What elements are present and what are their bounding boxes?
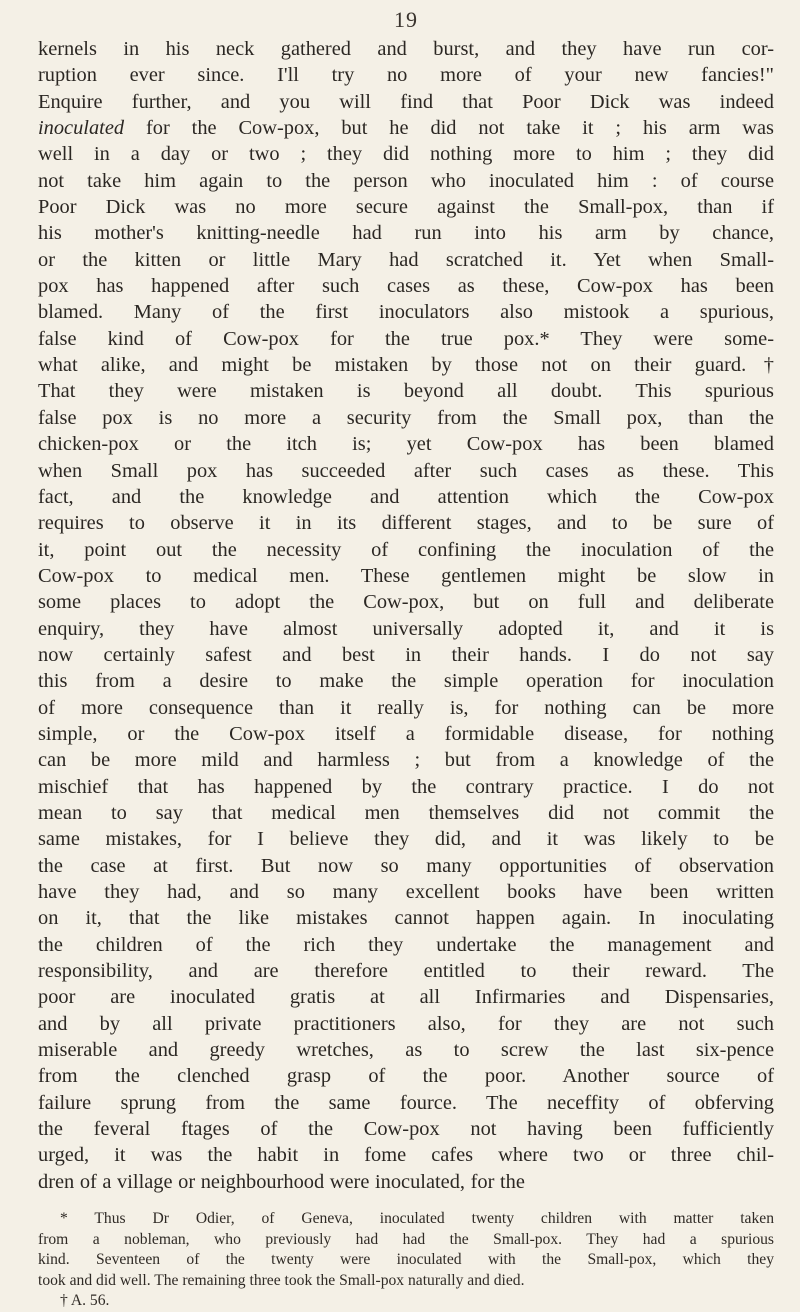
body-line: his mother's knitting-needle had run into his arm by chance, [38,222,774,245]
italic-word: inoculated [38,117,125,140]
body-line: blamed. Many of the first inoculators also mistook a spurious, [38,301,774,324]
body-line: when Small pox has succeeded after such cases as these. This [38,459,774,482]
body-line: failure sprung from the same fource. The neceffity of obferving [38,1091,774,1114]
footnotes [38,1209,774,1312]
body-line: Cow-pox to medical men. These gentlemen might be slow in [38,564,774,587]
body-line: from the clenched grasp of the poor. Another source of [38,1065,774,1088]
footnote-line: from a nobleman, who previously had had the Small-pox. They had a spurious [38,1230,774,1248]
body-line: responsibility, and are therefore entitled to their reward. The [38,960,774,983]
footnote-line: * Thus Dr Odier, of Geneva, inoculated twenty children with matter taken [60,1210,774,1228]
body-line: what alike, and might be mistaken by those not on their guard.† [38,354,774,377]
body-paragraph [38,36,774,1195]
body-line: of more consequence than it really is, for nothing can be more [38,696,774,719]
page-number: 19 [394,7,418,32]
body-line: dren of a village or neighbourhood were inoculated, for the [38,1170,525,1193]
body-line: miserable and greedy wretches, as to screw the last six-pence [38,1039,774,1062]
body-line: some places to adopt the Cow-pox, but on full and deliberate [38,591,774,614]
body-line: urged, it was the habit in fome cafes where two or three chil- [38,1144,774,1167]
book-page [38,6,774,1310]
body-line: pox has happened after such cases as these, Cow-pox has been [38,275,774,298]
body-line: the case at first. But now so many opportunities of observation [38,854,774,877]
body-line: enquiry, they have almost universally adopted it, and it is [38,617,774,640]
body-line: it, point out the necessity of confining the inoculation of the [38,538,774,561]
footnote-line: took and did well. The remaining three took the Small-pox naturally and died. [38,1271,525,1289]
body-line-rest: for the Cow-pox, but he did not take it ; his arm was [124,117,774,140]
body-line: or the kitten or little Mary had scratched it. Yet when Small- [38,248,774,271]
body-line: That they were mistaken is beyond all doubt. This spurious [38,380,774,403]
body-line: the feveral ftages of the Cow-pox not having been fufficiently [38,1118,774,1141]
body-line: the children of the rich they undertake the management and [38,933,774,956]
body-line: this from a desire to make the simple operation for inoculation [38,670,774,693]
footnote-line: † A. 56. [60,1292,110,1310]
body-line: chicken-pox or the itch is; yet Cow-pox has been blamed [38,433,774,456]
body-line: now certainly safest and best in their hands. I do not say [38,643,774,666]
body-line-italic-start [38,115,774,141]
body-line: on it, that the like mistakes cannot happen again. In inoculating [38,907,774,930]
body-line: requires to observe it in its different stages, and to be sure of [38,512,774,535]
body-line: ruption ever since. I'll try no more of your new fancies!" [38,64,774,87]
body-line: have they had, and so many excellent books have been written [38,881,774,903]
body-line: can be more mild and harmless ; but from a knowledge of the [38,749,774,772]
body-line: poor are inoculated gratis at all Infirmaries and Dispensaries, [38,986,774,1009]
body-line: Poor Dick was no more secure against the Small-pox, than if [38,196,774,219]
footnote-line: kind. Seventeen of the twenty were inoculated with the Small-pox, which they [38,1251,774,1269]
body-line: mean to say that medical men themselves did not commit the [38,801,774,824]
body-line: fact, and the knowledge and attention which the Cow-pox [38,485,774,508]
body-line: kernels in his neck gathered and burst, and they have run cor- [38,38,774,60]
body-line: simple, or the Cow-pox itself a formidable disease, for nothing [38,722,774,745]
body-line: false pox is no more a security from the Small pox, than the [38,406,774,429]
body-line: not take him again to the person who inoculated him : of course [38,169,774,192]
body-line: and by all private practitioners also, for they are not such [38,1012,774,1035]
body-line: Enquire further, and you will find that Poor Dick was indeed [38,90,774,113]
body-line: mischief that has happened by the contrary practice. I do not [38,775,774,798]
body-line: well in a day or two ; they did nothing more to him ; they did [38,143,774,166]
body-line: same mistakes, for I believe they did, and it was likely to be [38,828,774,851]
body-line: false kind of Cow-pox for the true pox.* They were some- [38,327,774,350]
